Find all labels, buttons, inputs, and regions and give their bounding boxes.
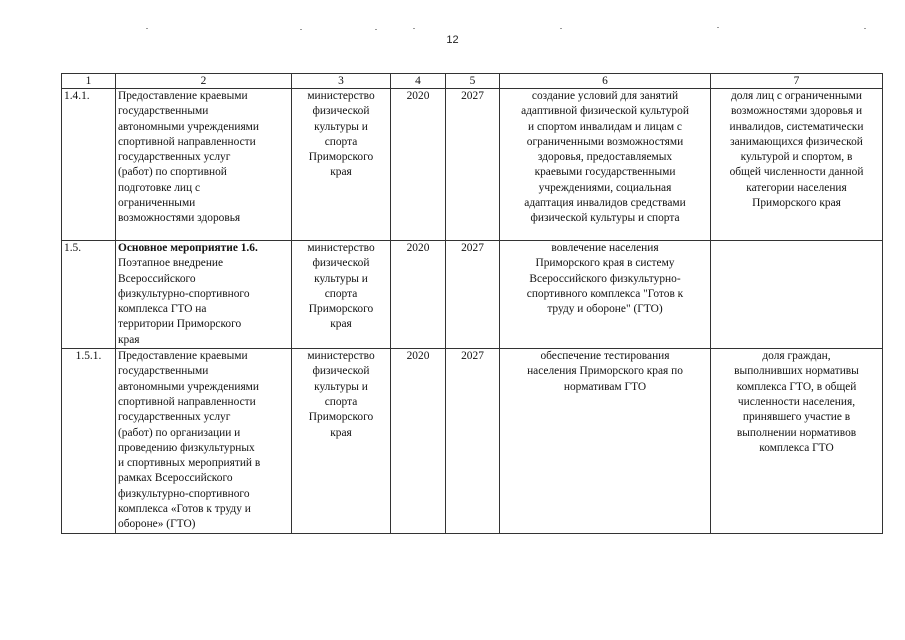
activity-title: Основное мероприятие 1.6. [118,242,258,254]
end-year: 2027 [446,241,500,349]
expected-result-text: обеспечение тестирования населения Приморского края по нормативам ГТО [527,350,683,393]
row-number: 1.4.1. [62,89,116,241]
scan-artifact [413,28,415,29]
activity-description-text: Предоставление краевыми государственными автономными учреждениями спортивной направленности государственных услуг (работ) по организации и проведению физкультурных и спортивных мероприятий в рамках Всероссийского физкультурно-спортивного комплекса «Готов к труду и обороне» (ГТО) [118,350,261,531]
header-col-4: 4 [391,74,446,89]
header-col-7: 7 [711,74,883,89]
activity-description-text: Поэтапное внедрение Всероссийского физкультурно-спортивного комплекса ГТО на территории Приморского края [118,257,250,346]
activity-description [116,241,292,349]
indicator-text: доля лиц с ограниченными возможностями здоровья и инвалидов, систематически занимающихся физической культурой и спортом, в общей численности данной категории населения Приморского края [729,90,864,210]
header-row [62,74,883,89]
expected-result [500,89,711,241]
header-col-2: 2 [116,74,292,89]
scan-artifact [146,28,148,29]
indicator [711,89,883,241]
table-row [62,241,883,349]
end-year: 2027 [446,349,500,534]
expected-result [500,349,711,534]
executor-text: министерство физической культуры и спорта Приморского края [307,350,375,439]
executor [292,89,391,241]
start-year: 2020 [391,349,446,534]
expected-result-text: создание условий для занятий адаптивной физической культурой и спортом инвалидам и лицам с ограниченными возможностями здоровья, предоставляемых краевыми государственными учреждениями, социальная адаптация инвалидов средствами физической культуры и спорта [521,90,689,225]
scan-artifact [560,28,562,29]
executor [292,241,391,349]
start-year: 2020 [391,89,446,241]
scan-artifact [864,28,866,29]
start-year: 2020 [391,241,446,349]
header-col-5: 5 [446,74,500,89]
indicator [711,241,883,349]
expected-result [500,241,711,349]
executor-text: министерство физической культуры и спорта Приморского края [307,242,375,331]
table-row [62,349,883,534]
header-col-3: 3 [292,74,391,89]
activity-description [116,89,292,241]
header-col-6: 6 [500,74,711,89]
executor-text: министерство физической культуры и спорта Приморского края [307,90,375,179]
program-activities-table [61,73,883,534]
scan-artifact [717,27,719,28]
indicator-text: доля граждан, выполнивших нормативы комплекса ГТО, в общей численности населения, принявшего участие в выполнении нормативов комплекса ГТО [734,350,859,454]
header-col-1: 1 [62,74,116,89]
activity-description [116,349,292,534]
table-row [62,89,883,241]
row-number: 1.5. [62,241,116,349]
indicator [711,349,883,534]
page-number: 12 [446,34,459,46]
scan-artifact [375,29,377,30]
scan-artifact [300,29,302,30]
end-year: 2027 [446,89,500,241]
expected-result-text: вовлечение населения Приморского края в систему Всероссийского физкультурно- спортивного комплекса "Готов к труду и обороне" (ГТО) [526,242,684,316]
row-number: 1.5.1. [62,349,116,534]
executor [292,349,391,534]
activity-description-text: Предоставление краевыми государственными автономными учреждениями спортивной направленности государственных услуг (работ) по спортивной подготовке лиц с ограниченными возможностями здоровья [118,90,259,225]
